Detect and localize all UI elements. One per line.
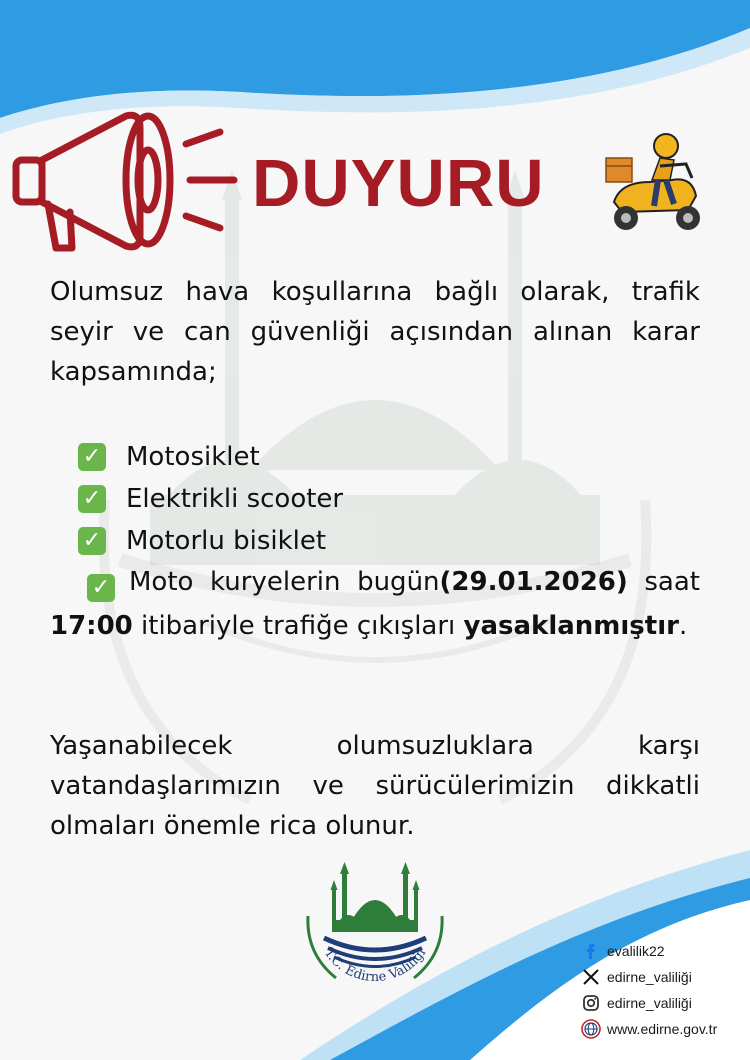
- ban-end: .: [678, 611, 688, 641]
- list-item: [78, 478, 638, 520]
- instagram-icon: [581, 993, 601, 1013]
- intro-paragraph: Olumsuz hava koşullarına bağlı olarak, trafik seyir ve can güvenliği açısından alınan karar kapsamında;: [50, 277, 700, 387]
- ban-text-part2: saat: [644, 567, 700, 597]
- ban-verdict: yasaklanmıştır: [463, 611, 679, 641]
- ban-text-part3: itibariyle trafiğe çıkışları: [141, 611, 456, 641]
- social-x[interactable]: [581, 966, 749, 988]
- ban-time: 17:00: [50, 611, 133, 641]
- list-item: [78, 436, 638, 478]
- check-mark-button-icon: ✓: [78, 443, 106, 471]
- social-instagram[interactable]: [581, 992, 749, 1014]
- list-item-label: Elektrikli scooter: [126, 484, 344, 514]
- facebook-icon: [581, 941, 601, 961]
- social-handle: edirne_valiliği: [607, 995, 692, 1011]
- social-website[interactable]: [581, 1018, 749, 1040]
- scooter-courier-icon: [600, 130, 710, 235]
- x-icon: [581, 967, 601, 987]
- announcement-title: DUYURU: [252, 146, 545, 221]
- closing-paragraph: Yaşanabilecek olumsuzluklara karşı vatandaşlarımızın ve sürücülerimizin dikkatli olmaları önemle rica olunur.: [50, 731, 700, 841]
- social-links: [581, 940, 749, 1044]
- megaphone-icon: [8, 108, 248, 258]
- check-mark-button-icon: ✓: [78, 485, 106, 513]
- list-item-label: Motorlu bisiklet: [126, 526, 327, 556]
- social-handle: evalilik22: [607, 943, 665, 959]
- list-item-label: Motosiklet: [126, 442, 260, 472]
- list-item: [78, 520, 638, 562]
- social-handle: www.edirne.gov.tr: [607, 1021, 718, 1037]
- check-mark-button-icon: ✓: [78, 527, 106, 555]
- ban-text-part1: Moto kuryelerin bugün: [129, 567, 440, 597]
- ban-paragraph: [50, 560, 700, 648]
- ban-date: (29.01.2026): [439, 567, 628, 597]
- social-facebook[interactable]: [581, 940, 749, 962]
- check-mark-button-icon: ✓: [87, 574, 115, 602]
- edirne-governorship-logo: [302, 858, 448, 1004]
- logo-text: T.C. Edirne Valiliği: [320, 945, 430, 986]
- globe-icon: [581, 1019, 601, 1039]
- vehicle-checklist: [78, 436, 638, 562]
- social-handle: edirne_valiliği: [607, 969, 692, 985]
